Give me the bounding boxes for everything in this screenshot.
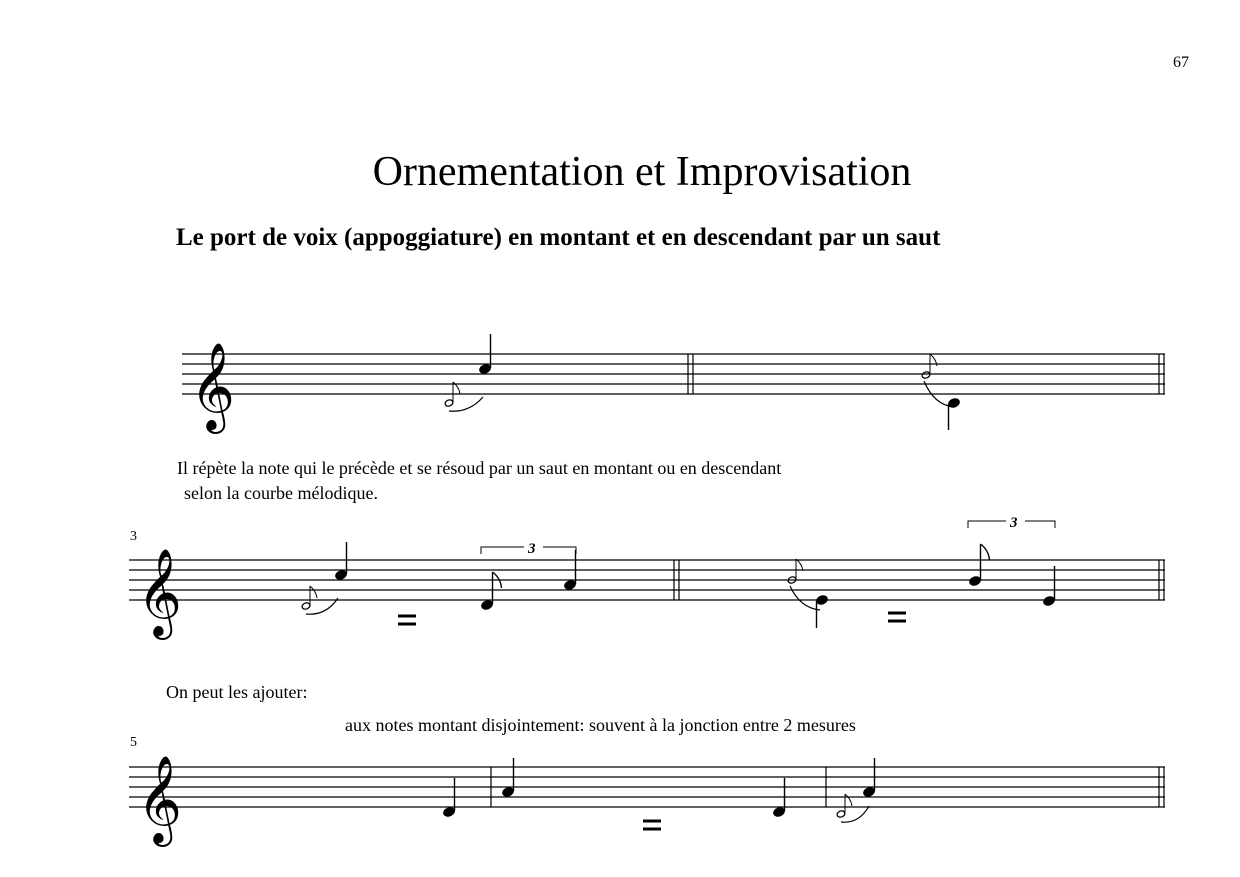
page-title: Ornementation et Improvisation	[372, 149, 912, 195]
measure-number: 3	[130, 529, 137, 544]
eighth-note	[968, 544, 990, 587]
add-detail-text: aux notes montant disjointement: souvent à la jonction entre 2 mesures	[345, 715, 856, 735]
quarter-note	[862, 758, 876, 798]
tuplet-number: 3	[1010, 515, 1018, 531]
quarter-note	[772, 778, 786, 818]
quarter-note	[1042, 566, 1056, 607]
treble-clef-icon: 𝄞	[137, 547, 182, 636]
quarter-note	[815, 594, 829, 628]
treble-clef-icon: 𝄞	[137, 754, 182, 843]
eighth-note	[480, 572, 502, 611]
section-heading: Le port de voix (appoggiature) en montant et en descendant par un saut	[176, 224, 941, 251]
quarter-note	[478, 334, 492, 375]
explanation-line-1: Il répète la note qui le précède et se résoud par un saut en montant ou en descendant	[177, 458, 782, 478]
treble-clef-icon: 𝄞	[190, 341, 235, 430]
tuplet-bracket	[968, 515, 1055, 531]
explanation-text	[177, 456, 781, 506]
quarter-note	[334, 542, 348, 581]
quarter-note	[442, 778, 456, 818]
explanation-line-2: selon la courbe mélodique.	[184, 483, 378, 503]
slur	[449, 397, 483, 411]
grace-note	[836, 794, 852, 818]
quarter-note	[501, 758, 515, 798]
measure-number: 5	[130, 735, 137, 750]
quarter-note	[563, 550, 577, 591]
page-number: 67	[1173, 54, 1189, 71]
equals-sign	[888, 613, 906, 621]
tuplet-bracket	[481, 541, 576, 557]
music-system-2	[0, 515, 1240, 636]
equals-sign	[643, 821, 661, 829]
music-system-3	[0, 730, 1240, 850]
quarter-note	[947, 397, 961, 430]
music-system-1	[0, 330, 1240, 430]
equals-sign	[398, 616, 416, 624]
grace-note	[921, 354, 937, 379]
tuplet-number: 3	[528, 541, 536, 557]
add-intro-text: On peut les ajouter:	[166, 682, 308, 702]
